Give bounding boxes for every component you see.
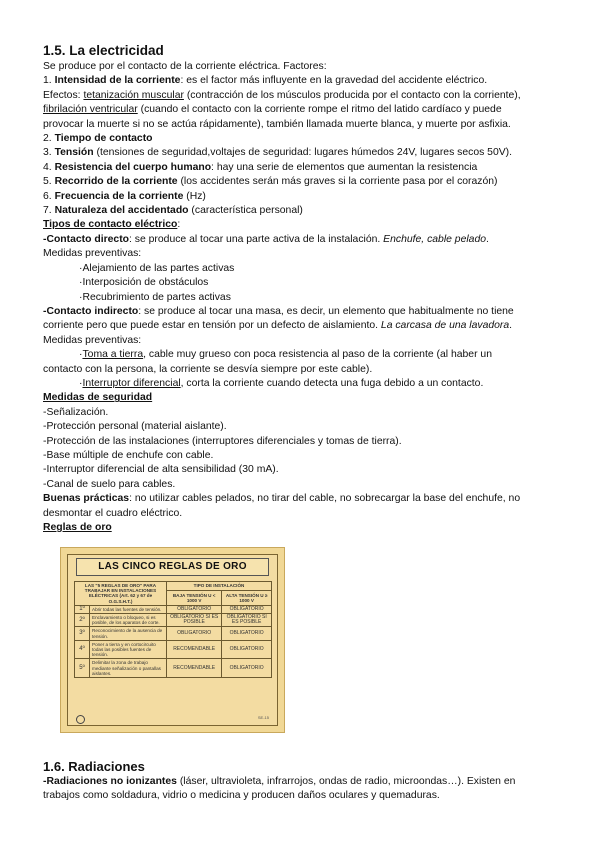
medidas-preventivas-label: Medidas preventivas: xyxy=(43,334,142,346)
factor-7: 7. Naturaleza del accidentado (característica personal) xyxy=(43,205,303,217)
rule-alta: OBLIGATORIO xyxy=(222,640,272,659)
poster-code: SE-15 xyxy=(257,715,269,720)
factor-1: 1. Intensidad de la corriente: es el factor más influyente en la gravedad del accidente eléctrico. xyxy=(43,75,488,87)
buenas-practicas: Buenas prácticas: no utilizar cables pelados, no tirar del cable, no sobrecargar la base del enchufe, no xyxy=(43,493,521,505)
ci-measure-toma-tierra: ·Toma a tierra, cable muy grueso con poca resistencia al paso de la corriente (al haber un xyxy=(79,349,492,361)
rule-number: 2º xyxy=(75,614,90,627)
intro-text: Se produce por el contacto de la corriente eléctrica. Factores: xyxy=(43,61,327,72)
rule-baja: OBLIGATORIO SI ES POSIBLE xyxy=(167,614,222,627)
cd-measure: ·Alejamiento de las partes activas xyxy=(79,262,235,274)
poster-frame xyxy=(67,554,278,726)
rule-number: 1º xyxy=(75,605,90,613)
poster-footer xyxy=(76,715,269,723)
rule-text: Poner a tierra y en cortocircuito todas las posibles fuentes de tensión. xyxy=(90,640,167,659)
poster-col2-head: TIPO DE INSTALACIÓN xyxy=(167,582,272,591)
rule-text: Delimitar la zona de trabajo mediante señalización o pantallas aislantes. xyxy=(90,659,167,678)
seguridad-heading: Medidas de seguridad xyxy=(43,392,153,404)
seguridad-item: -Canal de suelo para cables. xyxy=(43,478,176,490)
ci-measure-interruptor: ·Interruptor diferencial, corta la corriente cuando detecta una fuga debido a un contacto. xyxy=(79,377,484,389)
rule-text: Reconocimiento de la ausencia de tensión. xyxy=(90,627,167,640)
factor-2: 2. Tiempo de contacto xyxy=(43,133,153,145)
table-row xyxy=(75,627,272,640)
reglas-de-oro-poster xyxy=(60,547,285,733)
factor-3: 3. Tensión (tensiones de seguridad,voltajes de seguridad: lugares húmedos 24V, lugares secos 50V). xyxy=(43,147,513,159)
ci-measure-toma-tierra-line-2: contacto con la persona, la corriente se desvía siempre por este cable). xyxy=(43,363,373,375)
table-row xyxy=(75,659,272,678)
rule-number: 5º xyxy=(75,659,90,678)
section-title-2: 1.6. Radiaciones xyxy=(43,759,145,774)
poster-col1-head: LAS "5 REGLAS DE ORO" PARA TRABAJAR EN INSTALACIONES ELÉCTRICAS (Art. 62 y 67 de O.G.S.H.T.) xyxy=(75,582,167,606)
rule-number: 3º xyxy=(75,627,90,640)
table-row xyxy=(75,640,272,659)
section-radiaciones xyxy=(43,758,573,804)
radiaciones-line-2: trabajos como soldadura, vidrio o medicina y producen daños oculares y quemaduras. xyxy=(43,790,440,802)
contacto-indirecto-line-2: corriente pero que puede estar en tensión por un defecto de aislamiento. La carcasa de una lavadora. xyxy=(43,320,513,332)
poster-sub-baja: BAJA TENSIÓN U < 1000 V xyxy=(167,591,222,606)
reglas-heading: Reglas de oro xyxy=(43,522,112,533)
rule-number: 4º xyxy=(75,640,90,659)
efectos-line-1: Efectos: tetanización muscular (contracción de los músculos producida por el contacto con la corriente), xyxy=(43,89,521,101)
seguridad-item: -Protección de las instalaciones (interruptores diferenciales y tomas de tierra). xyxy=(43,435,402,447)
rule-alta: OBLIGATORIO SI ES POSIBLE xyxy=(222,614,272,627)
factor-5: 5. Recorrido de la corriente (los accidentes serán más graves si la corriente pasa por el corazón) xyxy=(43,176,498,188)
poster-logo-icon xyxy=(76,715,85,724)
efectos-line-3: provocar la muerte si no se actúa rápidamente), también llamada muerte blanca, y muerte por asfixia. xyxy=(43,118,511,130)
cd-measure: ·Recubrimiento de partes activas xyxy=(79,291,231,303)
section-title: 1.5. La electricidad xyxy=(43,43,164,58)
poster-sub-alta: ALTA TENSIÓN U ≥ 1000 V xyxy=(222,591,272,606)
rule-text: Abrir todas las fuentes de tensión. xyxy=(90,605,167,613)
table-row xyxy=(75,614,272,627)
rule-text: Enclavamiento o bloqueo, si es posible, de los aparatos de corte. xyxy=(90,614,167,627)
seguridad-item: -Protección personal (material aislante). xyxy=(43,421,227,433)
tipos-heading: Tipos de contacto eléctrico: xyxy=(43,219,181,231)
medidas-preventivas-label: Medidas preventivas: xyxy=(43,248,142,260)
factor-4: 4. Resistencia del cuerpo humano: hay una serie de elementos que aumentan la resistencia xyxy=(43,161,478,173)
cd-measure: ·Interposición de obstáculos xyxy=(79,277,209,289)
contacto-directo: -Contacto directo: se produce al tocar una parte activa de la instalación. Enchufe, cable pelado. xyxy=(43,233,489,245)
buenas-practicas-line-2: desmontar el cuadro eléctrico. xyxy=(43,507,183,519)
rule-alta: OBLIGATORIO xyxy=(222,659,272,678)
seguridad-item: -Interruptor diferencial de alta sensibilidad (30 mA). xyxy=(43,464,279,476)
table-row xyxy=(75,605,272,613)
factor-6: 6. Frecuencia de la corriente (Hz) xyxy=(43,190,206,202)
document-page xyxy=(43,42,563,535)
rule-alta: OBLIGATORIO xyxy=(222,627,272,640)
seguridad-item: -Señalización. xyxy=(43,406,109,418)
poster-table xyxy=(74,581,272,678)
rule-baja: OBLIGATORIO xyxy=(167,605,222,613)
efectos-line-2: fibrilación ventricular (cuando el contacto con la corriente rompe el ritmo del latido cardíaco y puede xyxy=(43,104,502,116)
rule-baja: OBLIGATORIO xyxy=(167,627,222,640)
poster-title: LAS CINCO REGLAS DE ORO xyxy=(76,558,269,576)
rule-baja: RECOMENDABLE xyxy=(167,640,222,659)
rule-alta: OBLIGATORIO xyxy=(222,605,272,613)
radiaciones-line-1: -Radiaciones no ionizantes (láser, ultravioleta, infrarrojos, ondas de radio, microondas…). Existen en xyxy=(43,776,516,787)
seguridad-item: -Base múltiple de enchufe con cable. xyxy=(43,449,214,461)
contacto-indirecto: -Contacto indirecto: se produce al tocar una masa, es decir, un elemento que habitualmente no tiene xyxy=(43,305,514,317)
rule-baja: RECOMENDABLE xyxy=(167,659,222,678)
